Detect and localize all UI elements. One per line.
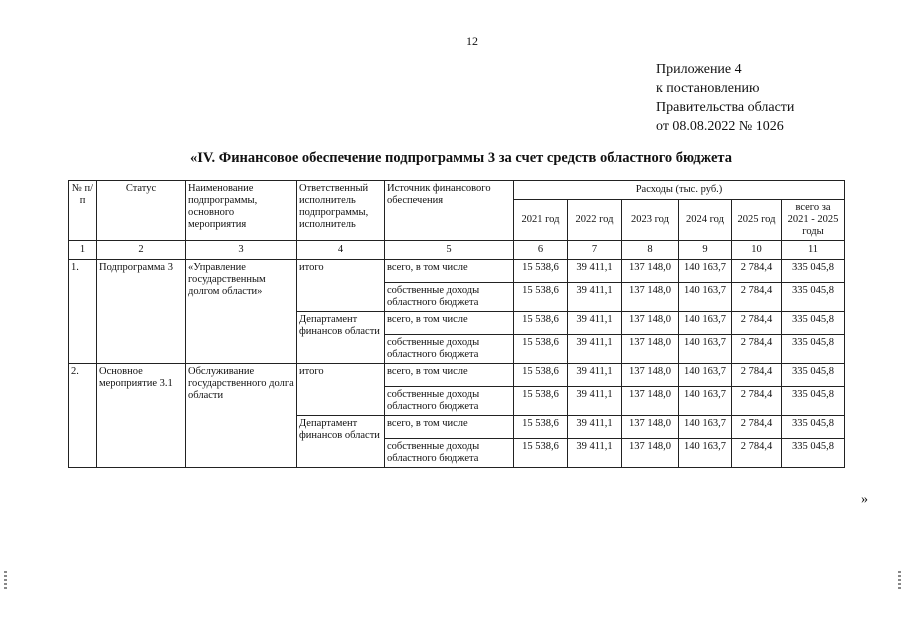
value-cell: 2 784,4: [732, 312, 782, 335]
row-source: собственные доходы областного бюджета: [385, 387, 514, 416]
row-source: всего, в том числе: [385, 416, 514, 439]
value-cell: 137 148,0: [622, 260, 679, 283]
header-name: Наименование подпрограммы, основного мероприятия: [186, 181, 297, 241]
value-cell: 335 045,8: [782, 283, 845, 312]
value-cell: 335 045,8: [782, 312, 845, 335]
value-cell: 39 411,1: [568, 387, 622, 416]
header-year: 2024 год: [679, 200, 732, 241]
header-source: Источник финансового обеспечения: [385, 181, 514, 241]
header-status: Статус: [97, 181, 186, 241]
value-cell: 2 784,4: [732, 260, 782, 283]
row-name: «Управление государственным долгом области»: [186, 260, 297, 364]
value-cell: 2 784,4: [732, 387, 782, 416]
value-cell: 137 148,0: [622, 439, 679, 468]
value-cell: 2 784,4: [732, 416, 782, 439]
row-status: Подпрограмма 3: [97, 260, 186, 364]
value-cell: 15 538,6: [514, 439, 568, 468]
row-source: собственные доходы областного бюджета: [385, 283, 514, 312]
row-name: Обслуживание государственного долга области: [186, 364, 297, 468]
value-cell: 335 045,8: [782, 439, 845, 468]
value-cell: 335 045,8: [782, 387, 845, 416]
appendix-line: к постановлению: [656, 81, 760, 96]
value-cell: 15 538,6: [514, 283, 568, 312]
header-year: 2023 год: [622, 200, 679, 241]
value-cell: 140 163,7: [679, 312, 732, 335]
value-cell: 39 411,1: [568, 364, 622, 387]
closing-quote: »: [861, 492, 868, 507]
value-cell: 39 411,1: [568, 283, 622, 312]
value-cell: 137 148,0: [622, 335, 679, 364]
row-num: 1.: [69, 260, 97, 364]
row-source: собственные доходы областного бюджета: [385, 335, 514, 364]
row-source: всего, в том числе: [385, 364, 514, 387]
value-cell: 137 148,0: [622, 387, 679, 416]
value-cell: 2 784,4: [732, 364, 782, 387]
scan-margin-mark: [898, 571, 901, 591]
row-source: всего, в том числе: [385, 312, 514, 335]
value-cell: 140 163,7: [679, 439, 732, 468]
value-cell: 39 411,1: [568, 416, 622, 439]
appendix-line: Правительства области: [656, 100, 795, 115]
value-cell: 140 163,7: [679, 416, 732, 439]
value-cell: 15 538,6: [514, 260, 568, 283]
header-executor: Ответственный исполнитель подпрограммы, исполнитель: [297, 181, 385, 241]
value-cell: 15 538,6: [514, 335, 568, 364]
column-number: 8: [622, 241, 679, 260]
column-number: 5: [385, 241, 514, 260]
appendix-note: [656, 60, 794, 136]
table-body: [69, 241, 845, 468]
value-cell: 335 045,8: [782, 416, 845, 439]
value-cell: 2 784,4: [732, 439, 782, 468]
value-cell: 335 045,8: [782, 260, 845, 283]
row-status: Основное мероприятие 3.1: [97, 364, 186, 468]
value-cell: 15 538,6: [514, 387, 568, 416]
value-cell: 2 784,4: [732, 283, 782, 312]
header-num: № п/п: [69, 181, 97, 241]
header-year: 2025 год: [732, 200, 782, 241]
value-cell: 137 148,0: [622, 416, 679, 439]
value-cell: 39 411,1: [568, 260, 622, 283]
appendix-line: от 08.08.2022 № 1026: [656, 119, 784, 134]
value-cell: 137 148,0: [622, 312, 679, 335]
row-source: всего, в том числе: [385, 260, 514, 283]
value-cell: 137 148,0: [622, 364, 679, 387]
column-number: 4: [297, 241, 385, 260]
column-numbers-row: [69, 241, 845, 260]
value-cell: 39 411,1: [568, 312, 622, 335]
value-cell: 140 163,7: [679, 260, 732, 283]
section-heading: «IV. Финансовое обеспечение подпрограммы 3 за счет средств областного бюджета: [190, 150, 732, 166]
column-number: 1: [69, 241, 97, 260]
row-executor: Департамент финансов области: [297, 416, 385, 468]
header-expenses: Расходы (тыс. руб.): [514, 181, 845, 200]
financing-table: [68, 180, 845, 468]
value-cell: 140 163,7: [679, 387, 732, 416]
page-number: 12: [466, 34, 478, 48]
row-num: 2.: [69, 364, 97, 468]
row-executor: Департамент финансов области: [297, 312, 385, 364]
value-cell: 140 163,7: [679, 335, 732, 364]
value-cell: 39 411,1: [568, 439, 622, 468]
column-number: 2: [97, 241, 186, 260]
column-number: 11: [782, 241, 845, 260]
value-cell: 335 045,8: [782, 335, 845, 364]
header-year-total: всего за 2021 - 2025 годы: [782, 200, 845, 241]
value-cell: 15 538,6: [514, 364, 568, 387]
row-executor: итого: [297, 364, 385, 416]
column-number: 7: [568, 241, 622, 260]
value-cell: 335 045,8: [782, 364, 845, 387]
table-row: [69, 260, 845, 283]
value-cell: 140 163,7: [679, 364, 732, 387]
appendix-line: Приложение 4: [656, 62, 742, 77]
column-number: 9: [679, 241, 732, 260]
value-cell: 140 163,7: [679, 283, 732, 312]
header-year: 2022 год: [568, 200, 622, 241]
value-cell: 15 538,6: [514, 312, 568, 335]
column-number: 10: [732, 241, 782, 260]
row-source: собственные доходы областного бюджета: [385, 439, 514, 468]
value-cell: 137 148,0: [622, 283, 679, 312]
scan-margin-mark: [4, 571, 7, 591]
value-cell: 2 784,4: [732, 335, 782, 364]
value-cell: 39 411,1: [568, 335, 622, 364]
column-number: 3: [186, 241, 297, 260]
column-number: 6: [514, 241, 568, 260]
table-row: [69, 364, 845, 387]
header-year: 2021 год: [514, 200, 568, 241]
value-cell: 15 538,6: [514, 416, 568, 439]
row-executor: итого: [297, 260, 385, 312]
